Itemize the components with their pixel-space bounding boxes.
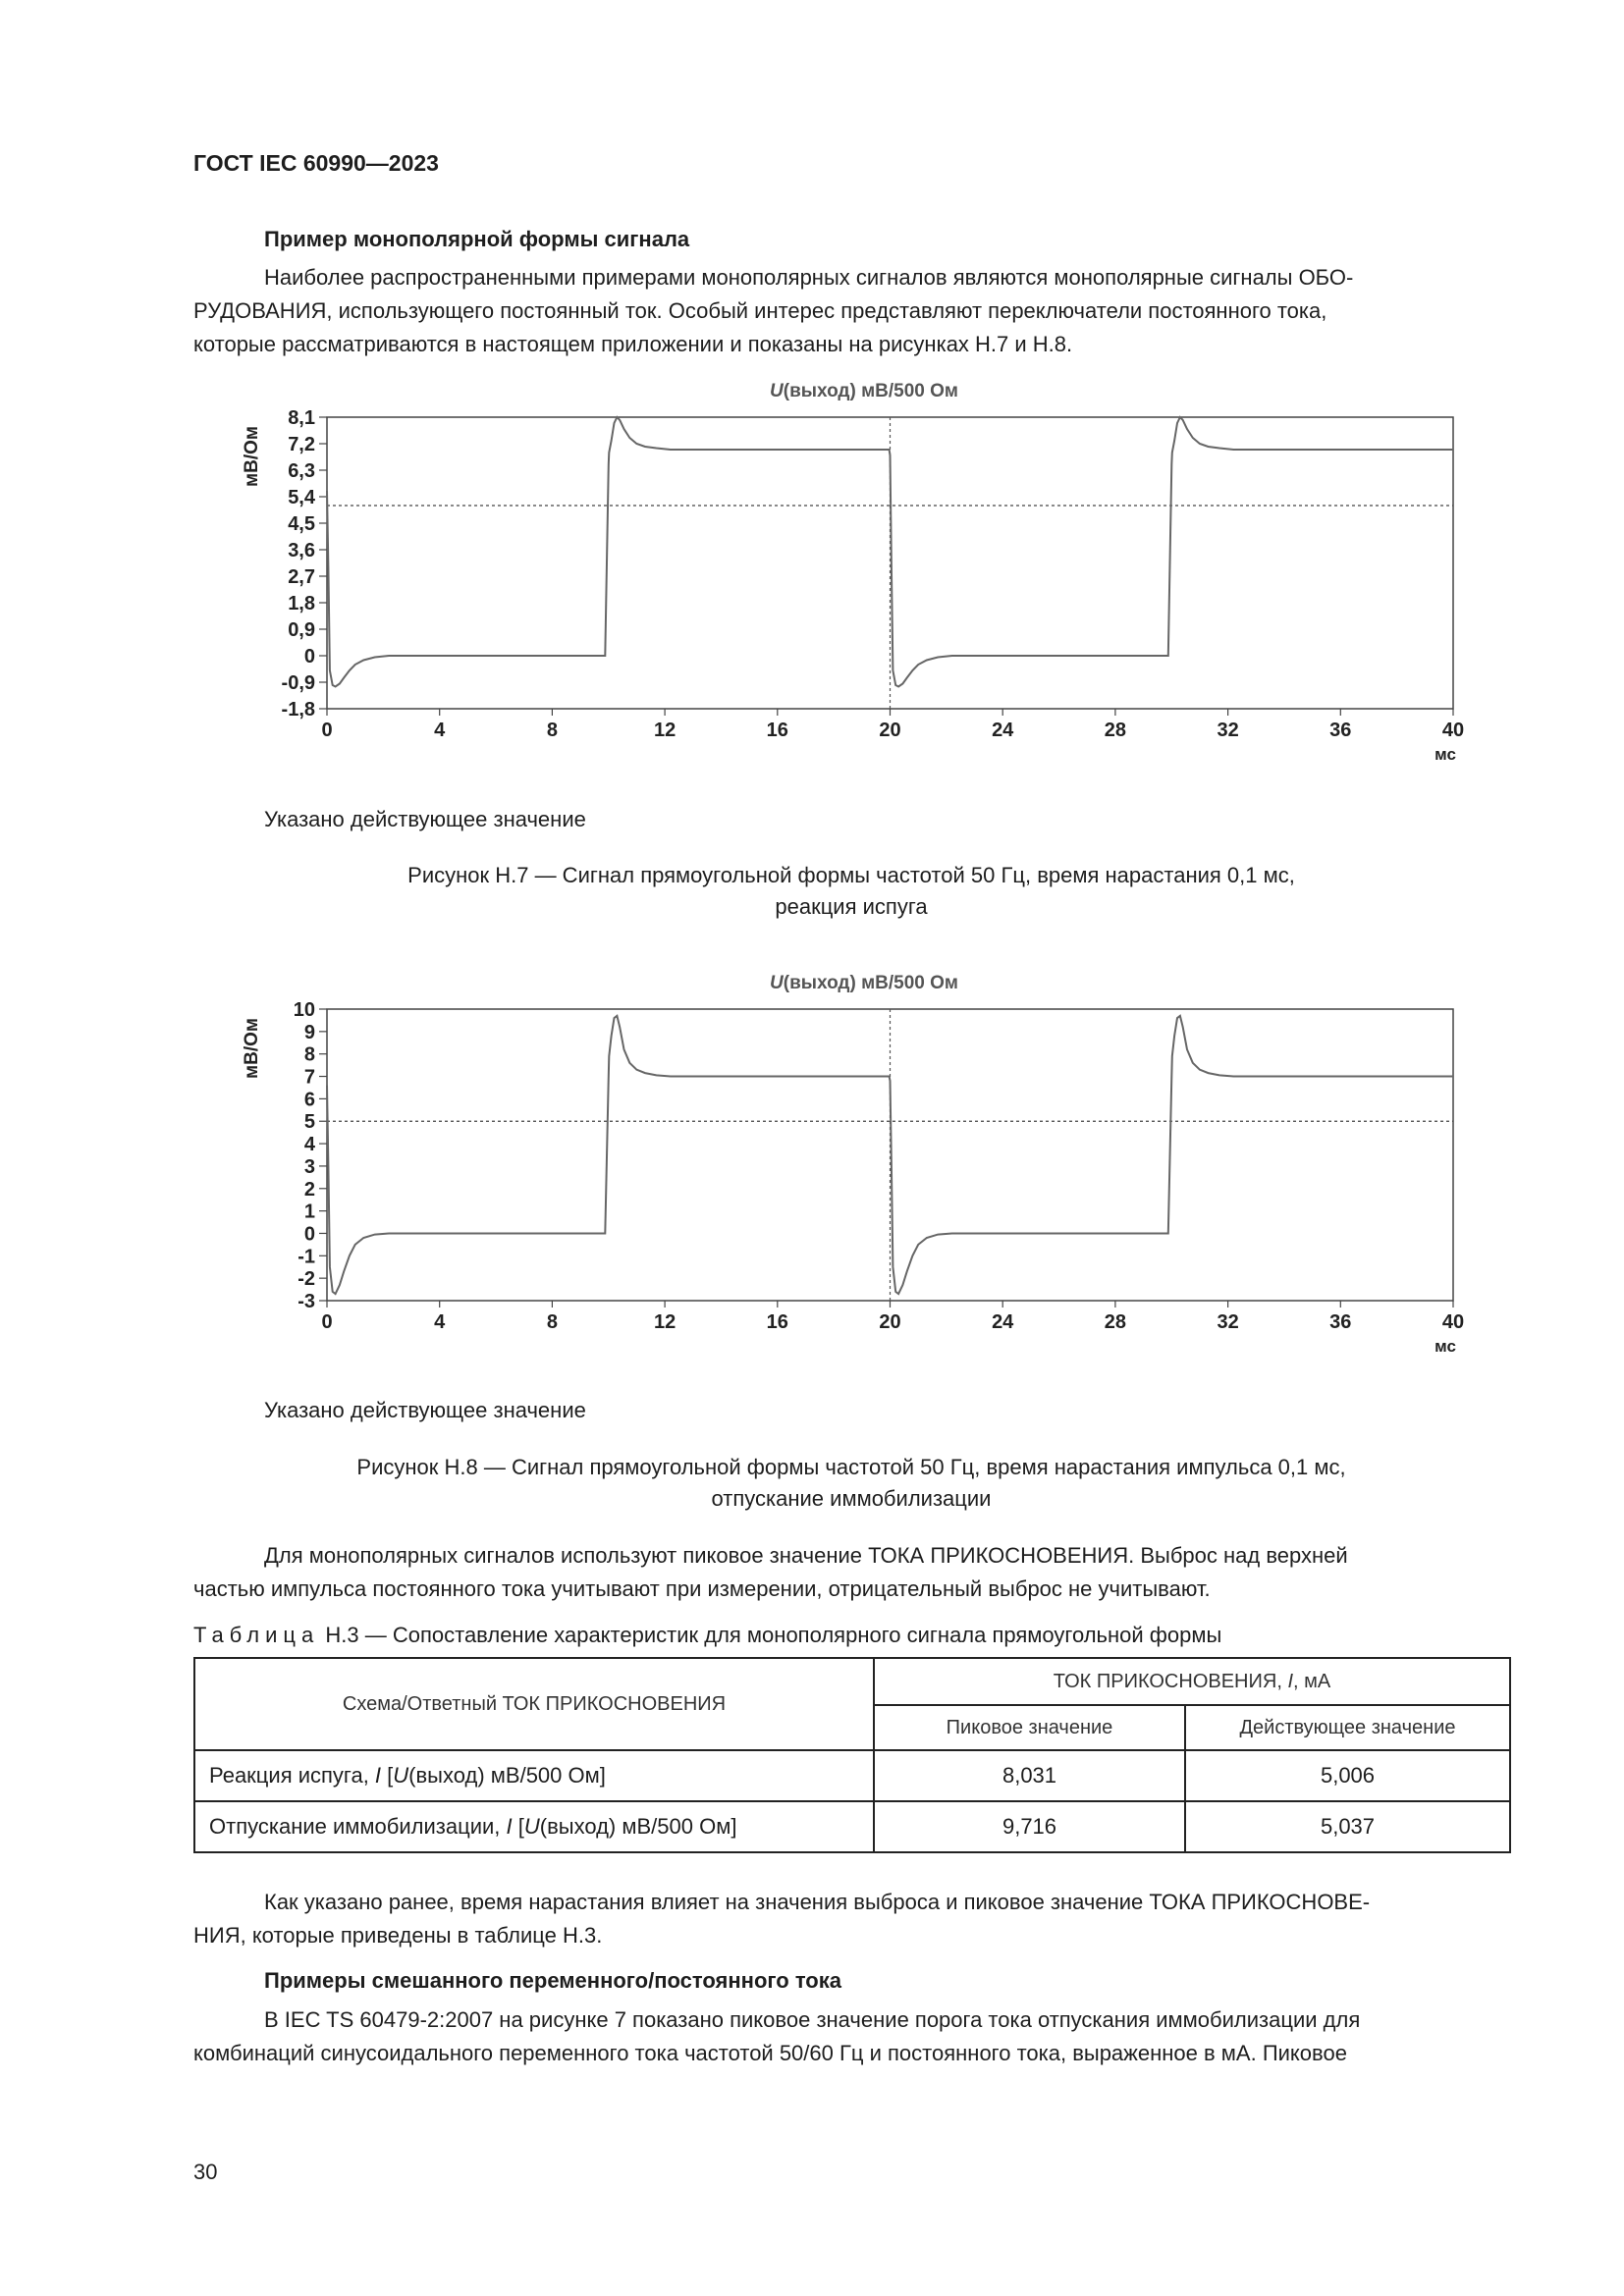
y-tick-label: 5,4 bbox=[288, 487, 315, 508]
y-tick-label: 2 bbox=[303, 1178, 315, 1201]
y-tick-label: 10 bbox=[293, 999, 315, 1021]
table-row bbox=[194, 1750, 1510, 1801]
paragraph-line: В IEC TS 60479-2:2007 на рисунке 7 показано пиковое значение порога тока отпускания иммобилизации для bbox=[264, 2007, 1361, 2032]
x-tick-label: 8 bbox=[546, 1311, 558, 1333]
table-row bbox=[194, 1801, 1510, 1852]
section-heading: Пример монополярной формы сигнала bbox=[264, 227, 690, 251]
peak-value: 8,031 bbox=[874, 1750, 1185, 1801]
y-tick-label: -1,8 bbox=[281, 699, 315, 721]
y-tick-label: 3,6 bbox=[288, 540, 315, 561]
y-axis-label: мВ/Ом bbox=[242, 426, 262, 487]
x-tick-label: 20 bbox=[879, 1311, 901, 1333]
figure-note: Указано действующее значение bbox=[264, 807, 586, 831]
paragraph-line: НИЯ, которые приведены в таблице Н.3. bbox=[193, 1923, 603, 1948]
row-label: Отпускание иммобилизации, I [U(выход) мВ/500 Ом] bbox=[194, 1801, 874, 1852]
paragraph-line: комбинаций синусоидального переменного тока частотой 50/60 Гц и постоянного тока, выраженное в мА. Пиковое bbox=[193, 2041, 1347, 2065]
x-tick-label: 8 bbox=[546, 720, 558, 741]
x-tick-label: 24 bbox=[992, 720, 1014, 741]
y-tick-label: 8 bbox=[303, 1043, 315, 1066]
figure-caption: Рисунок Н.8 — Сигнал прямоугольной формы частотой 50 Гц, время нарастания импульса 0,1 мс, отпускание иммобилизации bbox=[356, 1455, 1346, 1511]
x-tick-label: 0 bbox=[321, 720, 333, 741]
x-tick-label: 12 bbox=[653, 720, 677, 741]
comparison-table bbox=[193, 1657, 1511, 1853]
y-tick-label: 3 bbox=[303, 1155, 315, 1178]
column-header-scheme: Схема/Ответный ТОК ПРИКОСНОВЕНИЯ bbox=[194, 1658, 874, 1750]
section-heading: Примеры смешанного переменного/постоянного тока bbox=[264, 1968, 841, 1993]
y-tick-label: 4,5 bbox=[288, 513, 315, 535]
y-tick-label: 4 bbox=[303, 1134, 315, 1156]
x-tick-label: 24 bbox=[992, 1311, 1014, 1333]
y-tick-label: 7 bbox=[303, 1066, 315, 1089]
y-tick-label: 7,2 bbox=[288, 434, 315, 455]
y-tick-label: 0,9 bbox=[288, 619, 315, 641]
x-tick-label: 0 bbox=[321, 1311, 333, 1333]
paragraph-line: частью импульса постоянного тока учитывают при измерении, отрицательный выброс не учитывают. bbox=[193, 1576, 1211, 1601]
page-number: 30 bbox=[193, 2160, 218, 2184]
y-tick-label: 0 bbox=[303, 1223, 315, 1246]
y-tick-label: -3 bbox=[298, 1291, 315, 1312]
x-tick-label: 40 bbox=[1441, 1311, 1465, 1333]
x-tick-label: 32 bbox=[1217, 720, 1239, 741]
y-tick-label: 1 bbox=[303, 1201, 315, 1223]
y-tick-label: 1,8 bbox=[288, 593, 315, 614]
chart-title: U(выход) мВ/500 Ом bbox=[770, 973, 958, 993]
table-title: Таблица Н.3 — Сопоставление характеристик для монополярного сигнала прямоугольной формы bbox=[193, 1623, 1222, 1647]
y-tick-label: 9 bbox=[303, 1021, 315, 1043]
x-tick-label: 16 bbox=[766, 720, 788, 741]
x-tick-label: 20 bbox=[879, 720, 901, 741]
y-tick-label: 8,1 bbox=[288, 407, 315, 429]
paragraph-line: которые рассматриваются в настоящем приложении и показаны на рисунках Н.7 и Н.8. bbox=[193, 332, 1073, 356]
x-axis-label: мс bbox=[1435, 1337, 1456, 1356]
y-tick-label: -0,9 bbox=[281, 672, 315, 694]
paragraph-line: Для монополярных сигналов используют пиковое значение ТОКА ПРИКОСНОВЕНИЯ. Выброс над верхней bbox=[264, 1543, 1348, 1568]
paragraph-line: Наиболее распространенными примерами монополярных сигналов являются монополярные сигналы ОБО- bbox=[264, 265, 1354, 290]
signal-series-line bbox=[327, 417, 1453, 687]
peak-value: 9,716 bbox=[874, 1801, 1185, 1852]
x-tick-label: 16 bbox=[766, 1311, 788, 1333]
paragraph-line: Как указано ранее, время нарастания влияет на значения выброса и пиковое значение ТОКА ПРИКОСНОВЕ- bbox=[264, 1890, 1371, 1914]
x-tick-label: 36 bbox=[1329, 720, 1352, 741]
x-tick-label: 32 bbox=[1217, 1311, 1239, 1333]
rms-value: 5,006 bbox=[1185, 1750, 1510, 1801]
x-tick-label: 40 bbox=[1441, 720, 1465, 741]
x-tick-label: 12 bbox=[653, 1311, 677, 1333]
document-header: ГОСТ IEC 60990—2023 bbox=[193, 150, 439, 176]
row-label: Реакция испуга, I [U(выход) мВ/500 Ом] bbox=[194, 1750, 874, 1801]
figure-h7-chart bbox=[226, 407, 1483, 780]
figure-caption: Рисунок Н.7 — Сигнал прямоугольной формы частотой 50 Гц, время нарастания 0,1 мс, реакция испуга bbox=[407, 863, 1295, 919]
x-tick-label: 4 bbox=[434, 720, 446, 741]
rms-value: 5,037 bbox=[1185, 1801, 1510, 1852]
figure-h8-chart bbox=[226, 999, 1483, 1372]
y-tick-label: 6 bbox=[303, 1089, 315, 1111]
y-tick-label: 0 bbox=[303, 646, 315, 667]
y-tick-label: 5 bbox=[303, 1111, 315, 1134]
y-tick-label: -1 bbox=[298, 1246, 315, 1268]
y-tick-label: 2,7 bbox=[288, 566, 315, 588]
chart-title: U(выход) мВ/500 Ом bbox=[770, 381, 958, 401]
x-tick-label: 28 bbox=[1104, 720, 1127, 741]
column-header-rms: Действующее значение bbox=[1185, 1705, 1510, 1750]
column-header-peak: Пиковое значение bbox=[874, 1705, 1185, 1750]
x-tick-label: 28 bbox=[1104, 1311, 1127, 1333]
column-group-header: ТОК ПРИКОСНОВЕНИЯ, I, мА bbox=[874, 1658, 1510, 1705]
x-axis-label: мс bbox=[1435, 745, 1456, 764]
x-tick-label: 36 bbox=[1329, 1311, 1352, 1333]
x-tick-label: 4 bbox=[434, 1311, 446, 1333]
y-tick-label: -2 bbox=[298, 1268, 315, 1291]
y-tick-label: 6,3 bbox=[288, 460, 315, 482]
paragraph-line: РУДОВАНИЯ, использующего постоянный ток. Особый интерес представляют переключатели постоянного тока, bbox=[193, 298, 1327, 323]
y-axis-label: мВ/Ом bbox=[242, 1018, 262, 1079]
figure-note: Указано действующее значение bbox=[264, 1398, 586, 1422]
